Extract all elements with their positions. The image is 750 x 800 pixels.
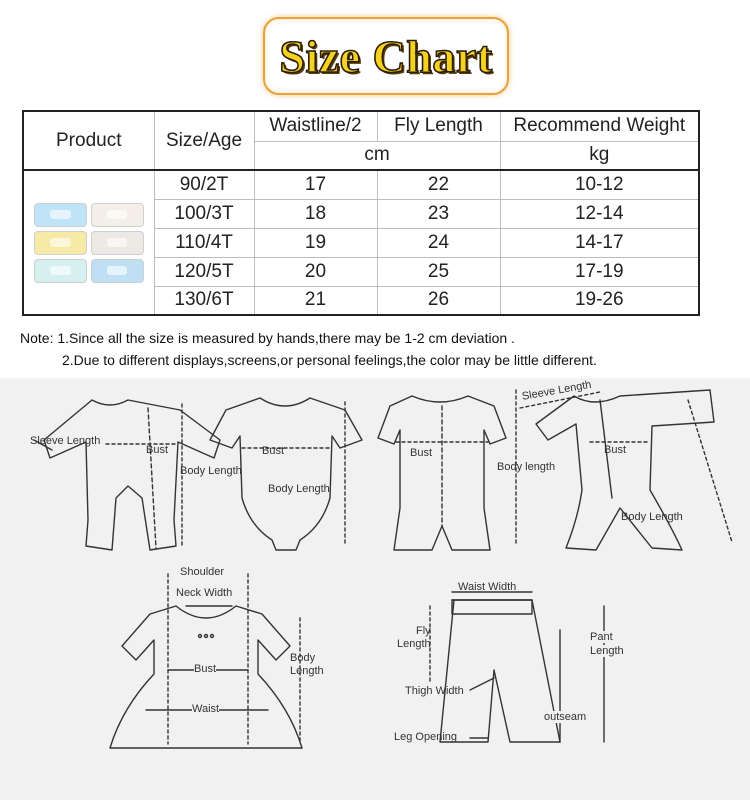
cell-fly: 26: [377, 286, 500, 315]
cell-size: 130/6T: [154, 286, 254, 315]
dress-body-label-1: Body: [290, 652, 316, 664]
pants-outseam-label: outseam: [544, 711, 587, 723]
header-size-age: Size/Age: [154, 111, 254, 170]
dress-neck-label: Neck Width: [176, 587, 233, 599]
cell-fly: 24: [377, 228, 500, 257]
notes: [20, 327, 597, 371]
cell-fly: 25: [377, 257, 500, 286]
cell-fly: 23: [377, 199, 500, 228]
cell-size: 100/3T: [154, 199, 254, 228]
kimono-illustration: [536, 390, 714, 550]
garment-outlines: [0, 378, 750, 800]
cell-waist: 18: [254, 199, 377, 228]
dress-waist-label: Waist: [192, 703, 220, 715]
cell-size: 90/2T: [154, 170, 254, 199]
dress-bust-label: Bust: [194, 663, 217, 675]
pants-leg-label: Leg Opening: [394, 731, 457, 743]
dress-shoulder-label: Shoulder: [180, 566, 225, 578]
pants-thigh-label: Thigh Width: [405, 685, 464, 697]
title-banner: [263, 17, 509, 95]
table-row: [23, 170, 699, 199]
table-header-row: [23, 111, 699, 141]
cell-size: 120/5T: [154, 257, 254, 286]
pants-illustration: [440, 600, 560, 742]
header-product: Product: [23, 111, 154, 170]
cell-waist: 19: [254, 228, 377, 257]
product-thumbnail: [34, 259, 87, 283]
cell-size: 110/4T: [154, 228, 254, 257]
kimono-bust-label: Bust: [604, 444, 627, 456]
cell-weight: 17-19: [500, 257, 699, 286]
unit-weight: kg: [500, 141, 699, 170]
pants-fly-label-1: Fly: [416, 625, 431, 637]
romper-bust-label: Bust: [146, 444, 169, 456]
cell-waist: 17: [254, 170, 377, 199]
cell-weight: 14-17: [500, 228, 699, 257]
romper-sleeve-label: Sleeve Length: [30, 435, 101, 447]
product-thumbnail: [91, 231, 144, 255]
kimono-sleeve-label: Sleeve Length: [521, 378, 593, 403]
product-thumbnail: [91, 259, 144, 283]
dress-illustration: [110, 606, 302, 748]
cell-fly: 22: [377, 170, 500, 199]
pants-pant-label-1: Pant: [590, 631, 613, 643]
cell-waist: 20: [254, 257, 377, 286]
shortromper-bust-label: Bust: [410, 447, 433, 459]
kimono-body-label: Body Length: [621, 511, 683, 523]
measurement-diagrams: [0, 378, 750, 800]
cell-weight: 12-14: [500, 199, 699, 228]
header-fly-length: Fly Length: [377, 111, 500, 141]
cell-weight: 19-26: [500, 286, 699, 315]
product-images: [23, 170, 154, 315]
shortromper-body-label: Body length: [497, 461, 556, 473]
bodysuit-bust-label: Bust: [262, 445, 285, 457]
product-thumbnail: [34, 203, 87, 227]
unit-length: cm: [254, 141, 500, 170]
note-1: Note: 1.Since all the size is measured by hands,there may be 1-2 cm deviation .: [20, 330, 515, 346]
pants-fly-label-2: Length: [397, 638, 431, 650]
romper-body-label: Body Length: [180, 465, 242, 477]
note-2: 2.Due to different displays,screens,or personal feelings,the color may be little different.: [62, 352, 597, 368]
product-thumbnail: [91, 203, 144, 227]
cell-waist: 21: [254, 286, 377, 315]
pants-waist-label: Waist Width: [458, 581, 517, 593]
shortromper-illustration: [378, 396, 506, 550]
cell-weight: 10-12: [500, 170, 699, 199]
product-thumbnail: [34, 231, 87, 255]
header-recommend-weight: Recommend Weight: [500, 111, 699, 141]
header-waistline: Waistline/2: [254, 111, 377, 141]
size-table: [22, 110, 700, 316]
pants-pant-label-2: Length: [590, 645, 624, 657]
page-title: Size Chart: [279, 30, 493, 82]
bodysuit-body-label: Body Length: [268, 483, 330, 495]
dress-body-label-2: Length: [290, 665, 324, 677]
